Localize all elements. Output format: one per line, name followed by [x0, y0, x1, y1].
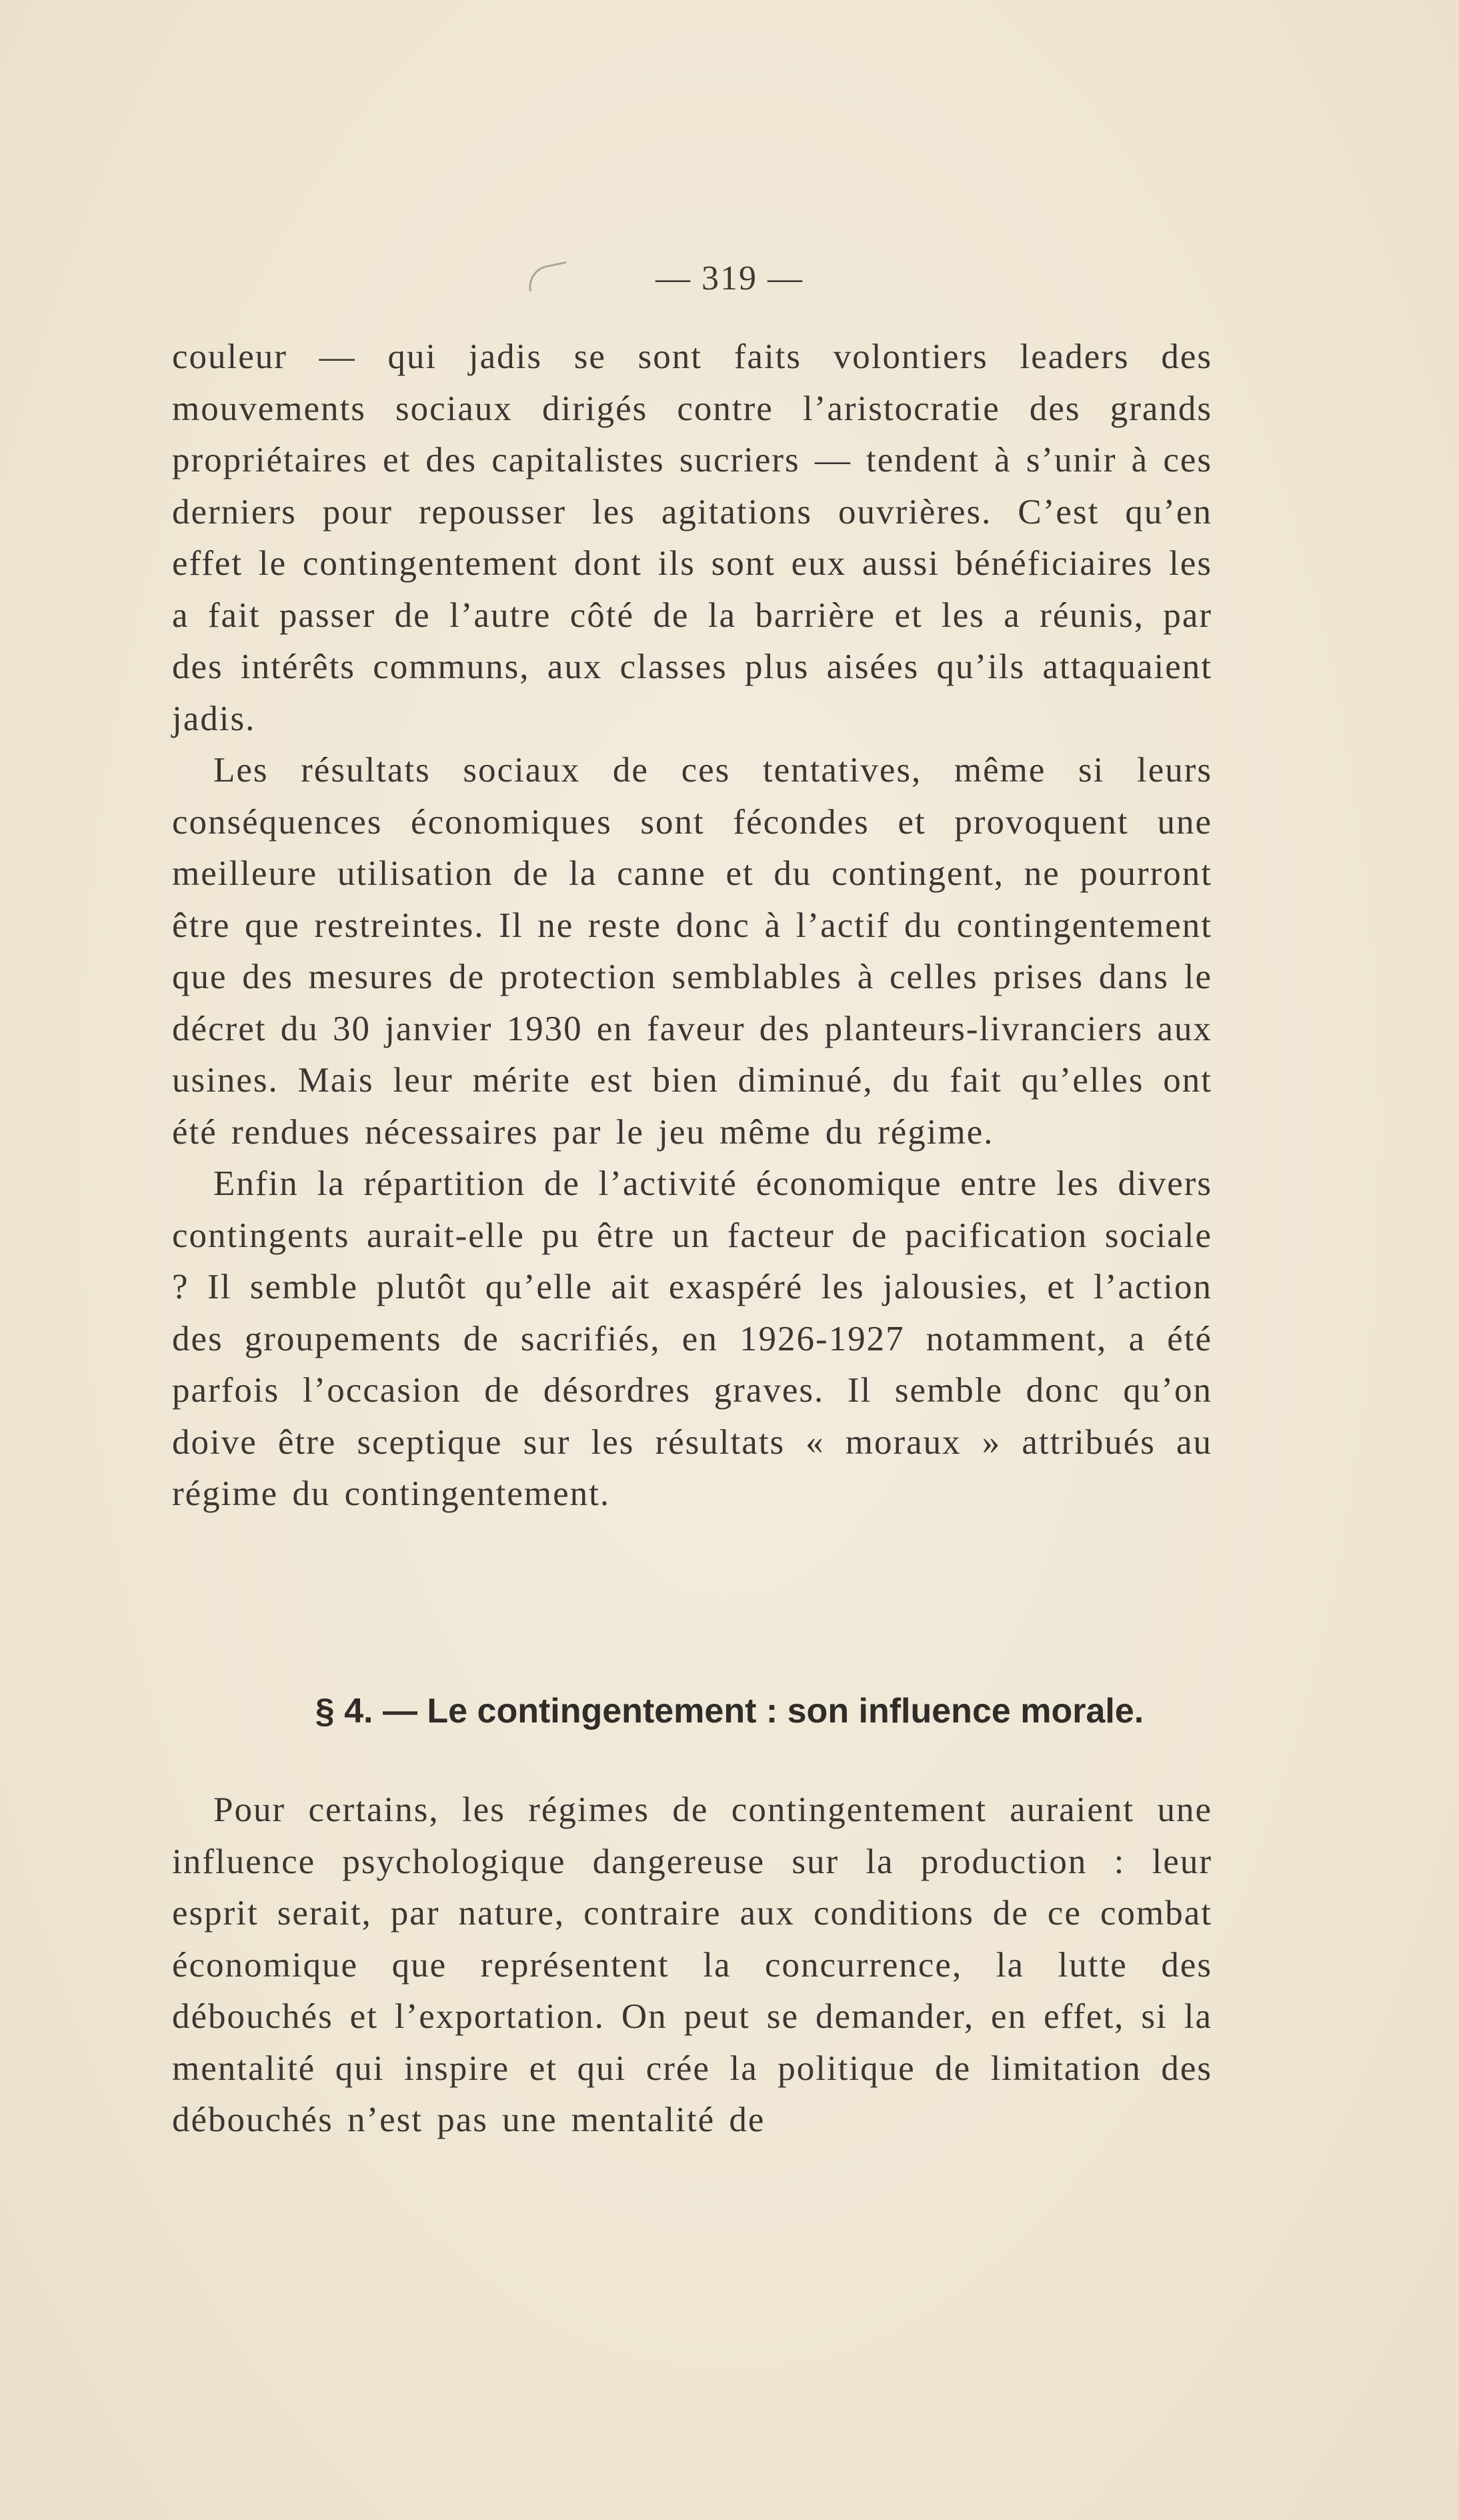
body-text-top — [172, 331, 1212, 1520]
paragraph-continued: couleur — qui jadis se sont faits volontiers leaders des mouvements sociaux dirigés contre l’aristocratie des grands propriétaires et des capitalistes sucriers — tendent à s’unir à ces derniers pour repousser les agitations ouvrières. C’est qu’en effet le contingentement dont ils sont eux aussi bénéficiaires les a fait passer de l’autre côté de la barrière et les a réunis, par des intérêts communs, aux classes plus aisées qu’ils attaquaient jadis. — [172, 337, 1212, 738]
paragraph-pacification: Enfin la répartition de l’activité économique entre les divers contingents aurait-elle pu être un facteur de pacification sociale ? Il semble plutôt qu’elle ait exaspéré les jalousies, et l’action des groupements de sacrifiés, en 1926-1927 notamment, a été parfois l’occasion de désordres graves. Il semble donc qu’on doive être sceptique sur les résultats « moraux » attribués au régime du contingentement. — [172, 1164, 1212, 1513]
body-text-bottom — [172, 1784, 1212, 2147]
section-heading: § 4. — Le contingentement : son influence morale. — [315, 1692, 1144, 1730]
page-number: — 319 — — [655, 259, 804, 297]
paragraph-psychological-influence: Pour certains, les régimes de contingentement auraient une influence psychologique dangereuse sur la production : leur esprit serait, par nature, contraire aux conditions de ce combat économique que représentent la concurrence, la lutte des débouchés et l’exportation. On peut se demander, en effet, si la mentalité qui inspire et qui crée la politique de limitation des débouchés n’est pas une mentalité de — [172, 1790, 1212, 2139]
paragraph-social-results: Les résultats sociaux de ces tentatives, même si leurs conséquences économiques sont fécondes et provoquent une meilleure utilisation de la canne et du contingent, ne pourront être que restreintes. Il ne reste donc à l’actif du contingentement que des mesures de protection semblables à celles prises dans le décret du 30 janvier 1930 en faveur des planteurs-livranciers aux usines. Mais leur mérite est bien diminué, du fait qu’elles ont été rendues nécessaires par le jeu même du régime. — [172, 751, 1212, 1152]
